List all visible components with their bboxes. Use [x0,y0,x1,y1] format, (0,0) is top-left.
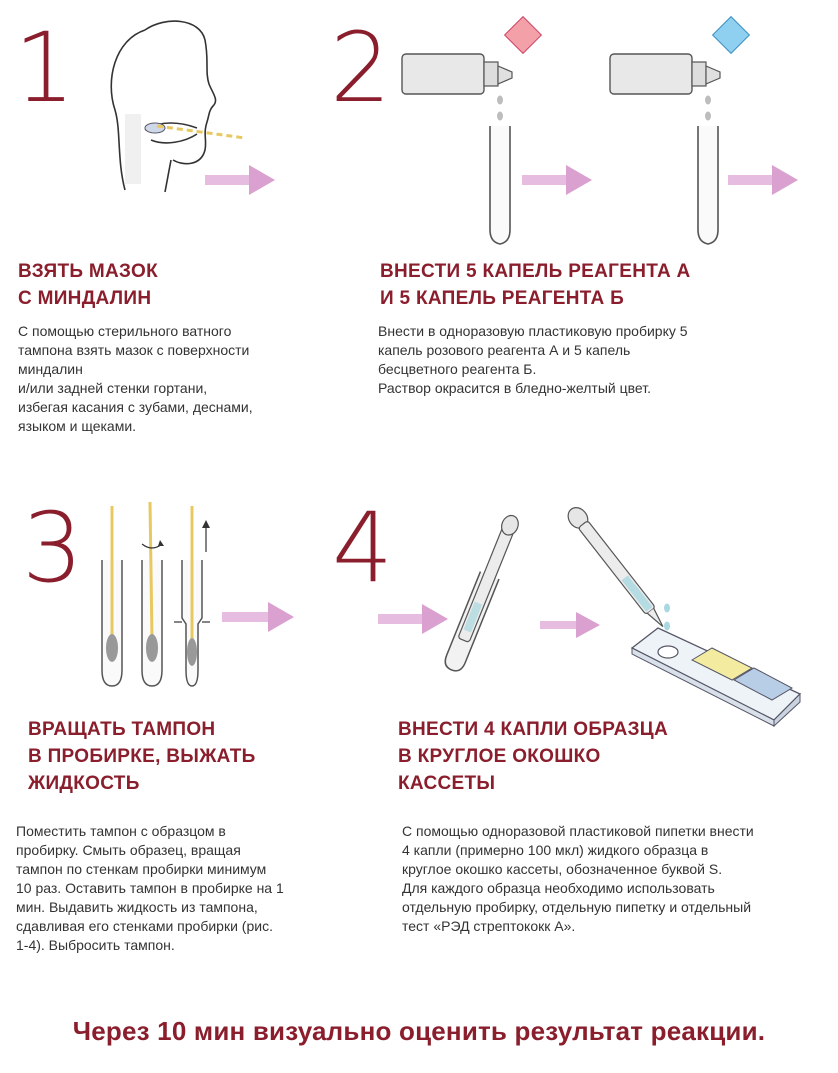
arrow-icon-step3 [222,602,294,632]
result-instruction-footer: Через 10 мин визуально оценить результат реакции. [72,1016,766,1046]
step-2-description: Внести в одноразовую пластиковую пробирку 5 капель розового реагента А и 5 капель бесцветного реагента Б. Раствор окрасится в бледно-желтый цвет. [378,323,688,396]
step-4-number: 4 [332,492,394,604]
step-1-number: 1 [14,12,76,124]
reagent-b-illustration [610,18,770,250]
step-3-number: 3 [22,492,84,604]
step-3-title: ВРАЩАТЬ ТАМПОН В ПРОБИРКЕ, ВЫЖАТЬ ЖИДКОСТЬ [28,719,256,794]
reagent-a-illustration [402,18,562,250]
arrow-icon-step2b [728,165,798,195]
step-1-description: С помощью стерильного ватного тампона взять мазок с поверхности миндалин и/или задней стенки гортани, избегая касания с зубами, деснами, языком и щеками. [18,323,253,434]
arrow-icon-step2a [522,165,592,195]
step-1-title: ВЗЯТЬ МАЗОК С МИНДАЛИН [18,261,158,309]
pipette-illustration [570,490,680,650]
step-3-description: Поместить тампон с образцом в пробирку. Смыть образец, вращая тампон по стенкам пробирки минимум 10 раз. Оставить тампон в пробирке на 1 мин. Выдавить жидкость из тампона, сдавливая его стенками пробирки (рис. 1-4). Выбросить тампон. [16,823,284,953]
pipette-in-tube-illustration [440,505,530,680]
test-cassette-illustration [632,628,802,726]
step-4-description: С помощью одноразовой пластиковой пипетки внести 4 капли (примерно 100 мкл) жидкого образца в круглое окошко кассеты, обозначенное буквой S. Для каждого образца необходимо использовать отдельную пробирку, отдельную пипетку и отдельный тест «РЭД стрептококк А». [402,823,754,934]
swab-in-tube-illustration [98,500,228,690]
step-2-number: 2 [330,12,392,124]
arrow-icon-step4a [378,604,448,634]
step-4-title: ВНЕСТИ 4 КАПЛИ ОБРАЗЦА В КРУГЛОЕ ОКОШКО КАССЕТЫ [398,719,669,794]
arrow-icon-step1 [205,165,275,195]
step-2-title: ВНЕСТИ 5 КАПЕЛЬ РЕАГЕНТА А И 5 КАПЕЛЬ РЕАГЕНТА Б [380,261,691,309]
